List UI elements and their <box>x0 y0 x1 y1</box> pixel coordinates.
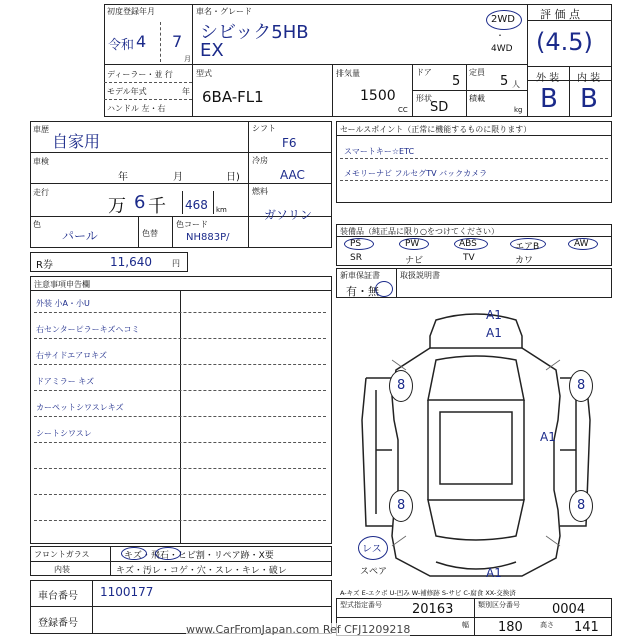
mileage-man: 万 <box>108 196 126 217</box>
doors: 5 <box>452 74 461 89</box>
reg-year: 4 <box>136 32 147 51</box>
mileage-label: 走行 <box>33 188 49 197</box>
height-label: 高さ <box>540 621 554 629</box>
watermark: www.CarFromJapan.com Ref CFJ1209218 <box>186 623 411 636</box>
capacity: 5 <box>500 74 509 89</box>
notes-title: 注意事項申告欄 <box>34 280 90 289</box>
shift-label: シフト <box>252 124 276 133</box>
notes-rule-line <box>34 364 326 365</box>
name-grade-label: 車名・グレード <box>196 7 252 16</box>
records-label: 取扱説明書 <box>400 271 440 280</box>
notes-rule-line <box>34 442 326 443</box>
cc-unit: CC <box>398 106 408 114</box>
shift: F6 <box>282 136 297 150</box>
model-designation: 20163 <box>412 602 454 617</box>
tire-rl-depth: 8 <box>397 498 406 513</box>
tire-fl-depth: 8 <box>397 378 406 393</box>
insp-year-unit: 年 <box>118 172 128 183</box>
notes-rule-line <box>34 494 326 495</box>
note-item-5: カーペットシワスレキズ <box>36 403 124 412</box>
category-label: 類別区分番号 <box>478 601 520 609</box>
equip-navi: ナビ <box>405 256 424 266</box>
drive-4wd: 4WD <box>491 44 513 54</box>
car-name: シビック5HB <box>200 22 309 43</box>
damage-mark-rear: A1 <box>486 566 502 580</box>
door-label: ドア <box>416 68 432 77</box>
shape-label: 形状 <box>416 94 432 103</box>
interior-label-row: 内装 <box>54 565 70 574</box>
warranty-label: 新車保証書 <box>340 271 380 280</box>
shape: SD <box>430 100 449 115</box>
inspection-label: 車検 <box>33 157 49 166</box>
color: パール <box>62 229 98 243</box>
reg-number-label: 登録番号 <box>38 618 78 629</box>
insp-month-unit: 月 <box>173 172 183 183</box>
grade: EX <box>200 40 224 61</box>
damage-mark-hood: A1 <box>486 326 502 340</box>
notes-rule-line <box>34 416 326 417</box>
damage-mark-front-bumper: A1 <box>486 308 502 322</box>
fuel: ガソリン <box>264 208 313 222</box>
era: 令和 <box>108 38 135 53</box>
equip-aw: AW <box>574 239 589 249</box>
load-label: 積載 <box>469 94 485 103</box>
model-code: 6BA-FL1 <box>202 88 264 106</box>
equip-leather: カワ <box>515 256 534 266</box>
equip-ps: PS <box>350 239 362 249</box>
glass-label: フロントガラス <box>34 550 90 559</box>
vehicle-type: 自家用 <box>52 132 101 151</box>
notes-rule-line <box>34 338 326 339</box>
equip-tv: TV <box>463 253 475 263</box>
insp-day-unit: 日) <box>226 172 240 183</box>
sales-point-line1: スマートキー☆ETC <box>344 147 415 156</box>
handle-label: ハンドル 左・右 <box>107 104 166 113</box>
note-item-2: 右センターピラーキズヘコミ <box>36 325 140 334</box>
tire-fr-depth: 8 <box>577 378 586 393</box>
chassis-label: 車台番号 <box>38 591 78 602</box>
equip-airbag: エアB <box>515 242 540 252</box>
mileage-sen-unit: 千 <box>148 196 166 217</box>
equip-abs: ABS <box>459 239 477 249</box>
score-label: 評 価 点 <box>540 8 580 21</box>
equip-sr: SR <box>350 253 362 263</box>
notes-rule-line <box>34 312 326 313</box>
interior-value: キズ・汚レ・コゲ・穴・スレ・キレ・破レ <box>116 566 287 576</box>
note-item-1: 外装 小A・小U <box>36 299 90 308</box>
color-change-label: 色替 <box>142 229 158 238</box>
recycle-amount: 11,640 <box>110 255 152 269</box>
displacement-label: 排気量 <box>336 69 360 78</box>
note-item-3: 右サイドエアロキズ <box>36 351 107 360</box>
recycle-unit: 円 <box>172 259 180 268</box>
model-label: 型式 <box>196 69 212 78</box>
vehicle-type-label: 車歴 <box>33 125 49 134</box>
ac-label: 冷房 <box>252 156 268 165</box>
drive-2wd: 2WD <box>491 14 515 25</box>
notes-rule-line <box>34 468 326 469</box>
warranty-value: 有・無 <box>346 285 379 298</box>
recycle-label: R券 <box>36 260 53 271</box>
color-code: NH883P/ <box>186 232 230 243</box>
mileage-sen-value: 6 <box>134 192 146 213</box>
width-label: 幅 <box>462 621 469 629</box>
mileage-km-value: 468 <box>185 198 208 212</box>
chassis-value: 1100177 <box>100 585 154 599</box>
interior-grade: B <box>580 84 598 114</box>
note-item-4: ドアミラー キズ <box>36 377 95 386</box>
spare-mark: レス <box>362 544 382 555</box>
mileage-km-unit: km <box>216 206 227 214</box>
tire-rr-depth: 8 <box>577 498 586 513</box>
month-unit: 月 <box>184 55 191 63</box>
capacity-unit: 人 <box>512 80 520 89</box>
capacity-label: 定員 <box>469 68 485 77</box>
color-label: 色 <box>33 220 41 229</box>
color-code-label: 色コード <box>176 220 208 229</box>
kg-unit: kg <box>514 106 523 114</box>
score: (4.5) <box>536 28 593 56</box>
equipment-title: 装備品（純正品に限り○をつけてください） <box>340 227 499 236</box>
fuel-label: 燃料 <box>252 187 268 196</box>
interior-label: 内 装 <box>577 73 601 84</box>
equip-pw: PW <box>405 239 420 249</box>
reg-month: 7 <box>172 32 183 51</box>
note-item-6: シートシワスレ <box>36 429 92 438</box>
model-designation-label: 型式指定番号 <box>340 601 382 609</box>
notes-rule-line <box>34 520 326 521</box>
sales-point-line2: メモリーナビ フルセグTV バックカメラ <box>344 169 488 178</box>
model-year-unit: 年 <box>182 87 190 96</box>
sales-points-title: セールスポイント（正常に機能するものに限ります） <box>340 125 532 134</box>
height: 141 <box>574 620 599 635</box>
glass-value: キズ・飛石・ヒビ割・リペア跡・X要 <box>124 551 274 561</box>
recycle-section <box>30 252 188 272</box>
width: 180 <box>498 620 523 635</box>
model-year-label: モデル年式 <box>107 87 147 96</box>
dealer-label: ディーラー・並 行 <box>107 70 173 79</box>
drive-dot: ・ <box>496 31 504 40</box>
notes-rule-line <box>34 390 326 391</box>
ac: AAC <box>280 168 305 182</box>
first-reg-label: 初度登録年月 <box>107 7 155 16</box>
spare-label: スペア <box>360 567 388 577</box>
damage-mark-right-side: A1 <box>540 430 556 444</box>
displacement: 1500 <box>360 88 396 104</box>
exterior-label: 外 装 <box>536 73 560 84</box>
damage-legend: A-キズ E-エクボ U-凹み W-補修跡 S-サビ C-腐食 XX-交換済 <box>340 589 516 597</box>
exterior-grade: B <box>540 84 558 114</box>
category: 0004 <box>552 602 586 617</box>
